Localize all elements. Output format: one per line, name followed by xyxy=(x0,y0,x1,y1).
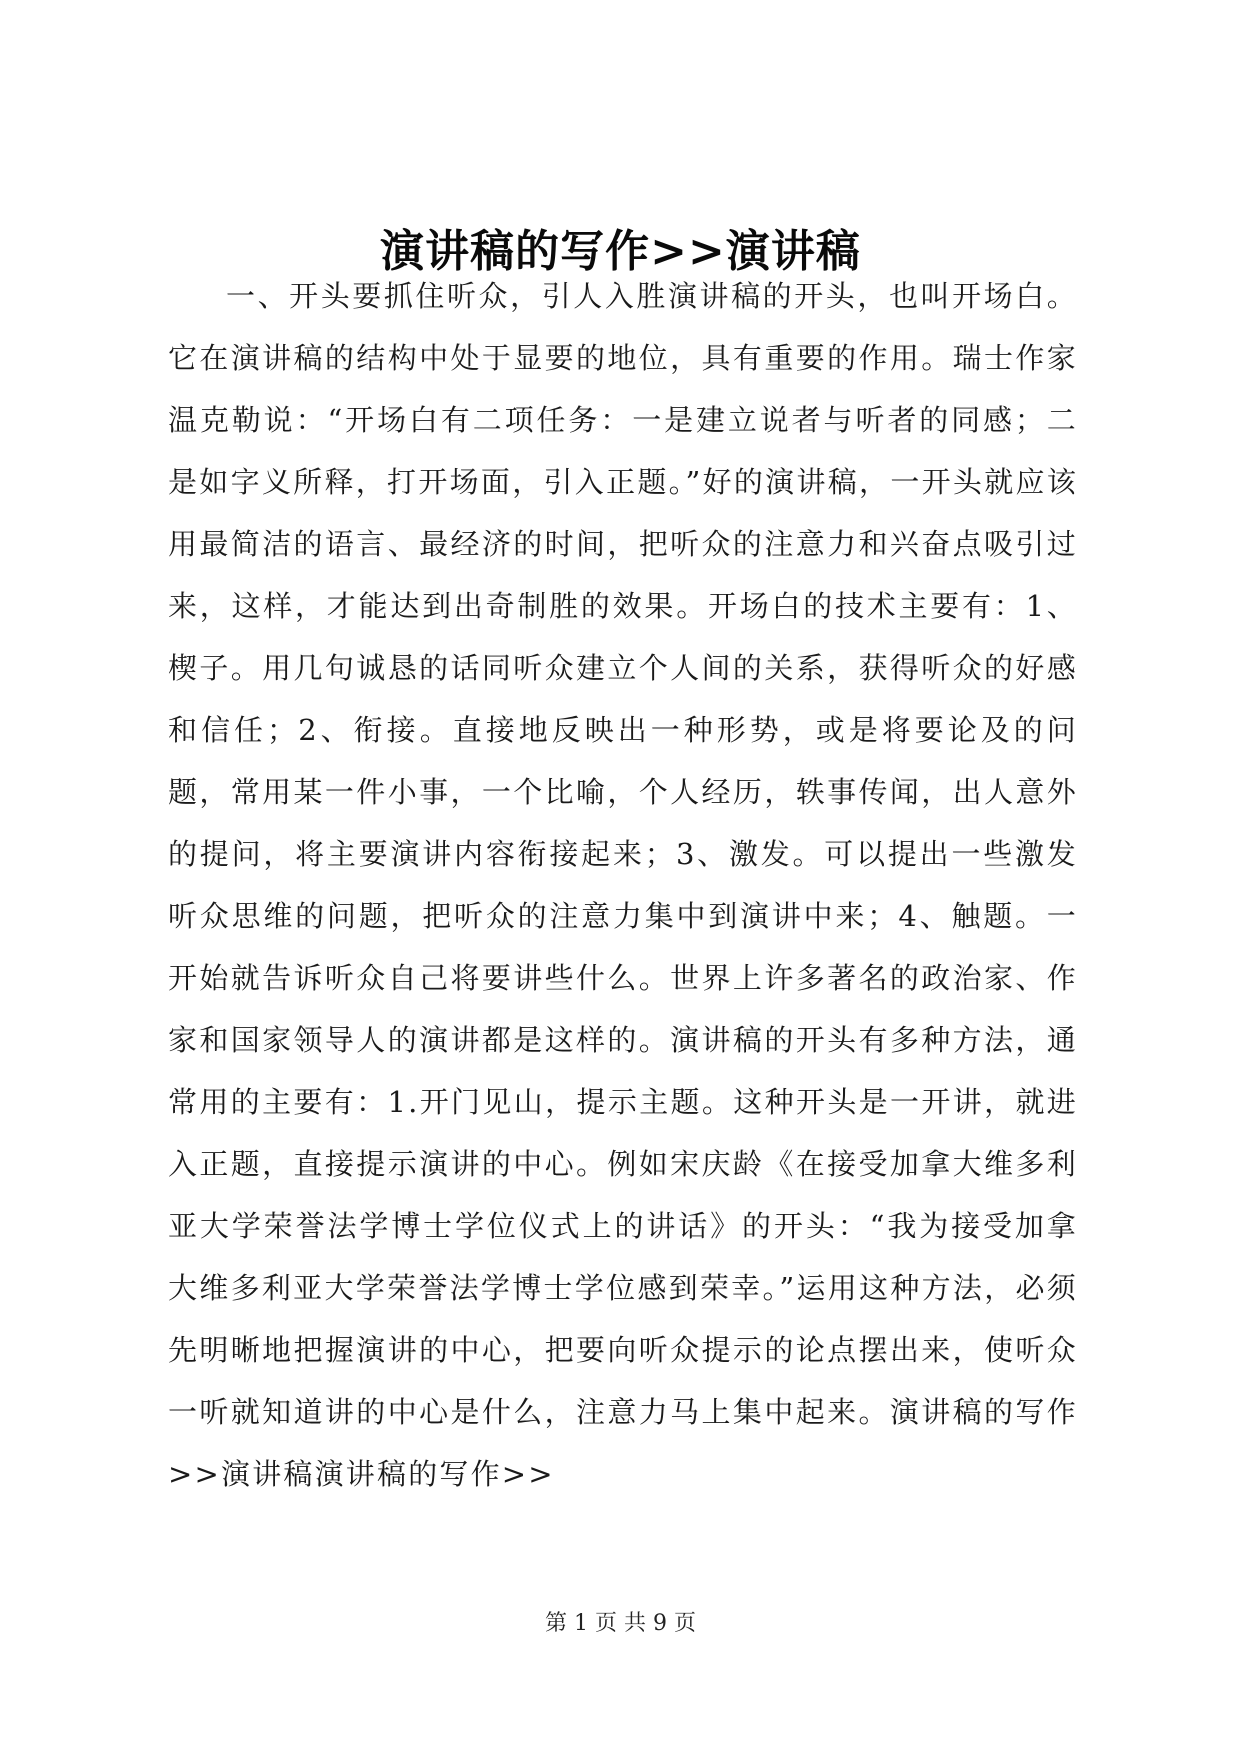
document-body: 一、开头要抓住听众，引人入胜演讲稿的开头，也叫开场白。它在演讲稿的结构中处于显要的地位，具有重要的作用。瑞士作家温克勒说：“开场白有二项任务：一是建立说者与听者的同感；二是如字义所释，打开场面，引入正题。”好的演讲稿，一开头就应该用最简洁的语言、最经济的时间，把听众的注意力和兴奋点吸引过来，这样，才能达到出奇制胜的效果。开场白的技术主要有：1、楔子。用几句诚恳的话同听众建立个人间的关系，获得听众的好感和信任；2、衔接。直接地反映出一种形势，或是将要论及的问题，常用某一件小事，一个比喻，个人经历，轶事传闻，出人意外的提问，将主要演讲内容衔接起来；3、激发。可以提出一些激发听众思维的问题，把听众的注意力集中到演讲中来；4、触题。一开始就告诉听众自己将要讲些什么。世界上许多著名的政治家、作家和国家领导人的演讲都是这样的。演讲稿的开头有多种方法，通常用的主要有：1.开门见山，提示主题。这种开头是一开讲，就进入正题，直接提示演讲的中心。例如宋庆龄《在接受加拿大维多利亚大学荣誉法学博士学位仪式上的讲话》的开头：“我为接受加拿大维多利亚大学荣誉法学博士学位感到荣幸。”运用这种方法，必须先明晰地把握演讲的中心，把要向听众提示的论点摆出来，使听众一听就知道讲的中心是什么，注意力马上集中起来。演讲稿的写作>>演讲稿演讲稿的写作>> xyxy=(168,279,1078,1491)
document-title: 演讲稿的写作>>演讲稿 xyxy=(380,226,861,277)
page-footer xyxy=(0,1609,1241,1639)
page-number-label: 第 1 页 共 9 页 xyxy=(545,1611,696,1636)
